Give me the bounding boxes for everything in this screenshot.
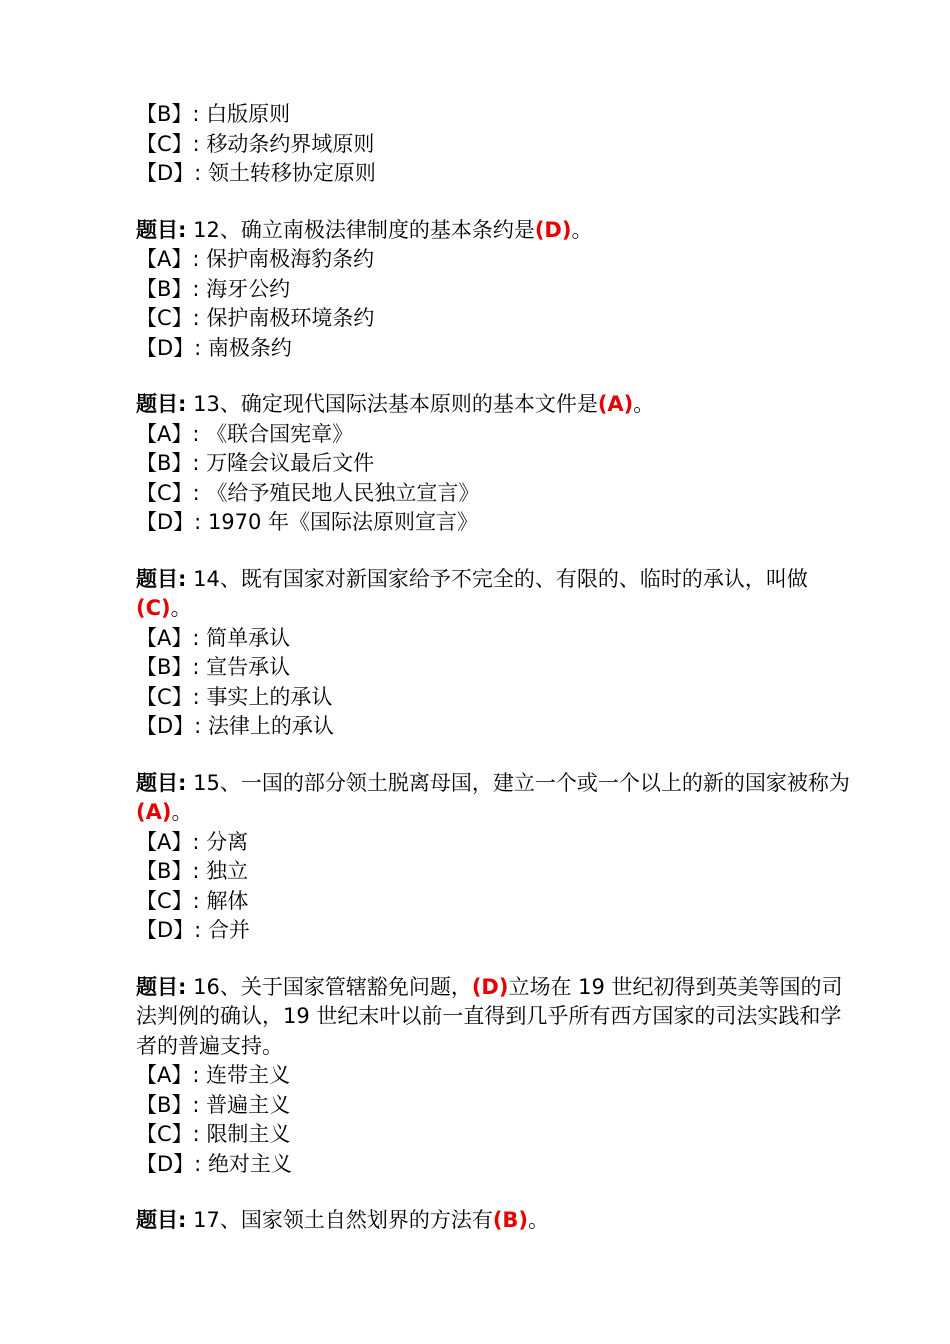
option-key: 【B】: xyxy=(136,451,200,475)
option-line xyxy=(136,1120,861,1150)
option-key: 【C】: xyxy=(136,131,200,156)
question-text: 13、确定现代国际法基本原则的基本文件是 xyxy=(193,392,598,416)
question-label: 题目: xyxy=(136,1208,187,1232)
answer-marker: (A) xyxy=(597,392,634,416)
option-key: 【D】: xyxy=(136,335,202,360)
question-text: 17、国家领土自然划界的方法有 xyxy=(193,1208,493,1232)
option-text: 连带主义 xyxy=(206,1063,291,1087)
option-text: 简单承认 xyxy=(206,625,291,650)
question-stem xyxy=(136,390,861,420)
question-tail: 。 xyxy=(633,392,655,416)
answer-marker: (C) xyxy=(136,596,171,620)
question-text: 15、一国的部分领土脱离母国，建立一个或一个以上的新的国家被称为 xyxy=(193,770,850,795)
question-stem xyxy=(136,565,861,624)
option-key: 【C】: xyxy=(136,1122,200,1146)
option-key: 【C】: xyxy=(136,480,200,505)
option-text: 《联合国宪章》 xyxy=(206,421,354,446)
option-text: 海牙公约 xyxy=(206,276,291,301)
option-text: 法律上的承认 xyxy=(207,714,334,738)
option-line xyxy=(136,100,861,130)
question-15 xyxy=(136,769,861,946)
option-line xyxy=(136,624,861,654)
option-line xyxy=(136,508,861,538)
option-line xyxy=(136,130,861,160)
answer-marker: (B) xyxy=(492,1208,529,1232)
option-text: 绝对主义 xyxy=(207,1151,292,1176)
option-text: 普遍主义 xyxy=(206,1092,291,1117)
option-line xyxy=(136,479,861,509)
option-line xyxy=(136,275,861,305)
answer-marker: (A) xyxy=(136,800,172,824)
answer-marker: (D) xyxy=(471,974,509,999)
option-text: 解体 xyxy=(206,888,249,913)
option-line xyxy=(136,1150,861,1180)
option-key: 【C】: xyxy=(136,888,200,913)
option-text: 事实上的承认 xyxy=(206,684,333,709)
question-14 xyxy=(136,565,861,742)
option-text: 合并 xyxy=(207,918,250,942)
question-label: 题目: xyxy=(136,217,187,242)
question-stem xyxy=(136,1206,861,1236)
option-key: 【B】: xyxy=(136,859,200,883)
answer-marker: (D) xyxy=(534,217,572,242)
option-line xyxy=(136,449,861,479)
option-line xyxy=(136,420,861,450)
option-text: 独立 xyxy=(206,859,249,883)
option-line xyxy=(136,159,861,189)
question-text: 12、确立南极法律制度的基本条约是 xyxy=(193,217,535,242)
question-13 xyxy=(136,390,861,538)
option-text: 南极条约 xyxy=(207,335,292,360)
question-12 xyxy=(136,216,861,364)
question-label: 题目: xyxy=(136,770,187,795)
option-key: 【D】: xyxy=(136,161,202,185)
option-line xyxy=(136,334,861,364)
option-line xyxy=(136,916,861,946)
option-key: 【D】: xyxy=(136,510,202,534)
question-label: 题目: xyxy=(136,566,187,591)
option-line xyxy=(136,1061,861,1091)
document-page xyxy=(136,100,861,1236)
option-line xyxy=(136,712,861,742)
option-line xyxy=(136,828,861,858)
question-tail: 。 xyxy=(571,217,593,242)
option-line xyxy=(136,857,861,887)
question-17 xyxy=(136,1206,861,1236)
option-text: 宣告承认 xyxy=(206,655,291,679)
option-key: 【A】: xyxy=(136,829,200,854)
option-line xyxy=(136,653,861,683)
option-key: 【B】: xyxy=(136,1092,200,1117)
option-text: 限制主义 xyxy=(206,1122,291,1146)
option-key: 【A】: xyxy=(136,625,200,650)
option-line xyxy=(136,304,861,334)
question-text: 16、关于国家管辖豁免问题， xyxy=(193,974,472,999)
option-key: 【A】: xyxy=(136,1063,200,1087)
option-text: 万隆会议最后文件 xyxy=(206,451,375,475)
option-key: 【C】: xyxy=(136,684,200,709)
option-key: 【A】: xyxy=(136,421,200,446)
question-tail: 立场在 19 世纪初得到英美等国的司法判例的确认，19 世纪末叶以前一直得到几乎所有西方国家的司法实践和学者的普遍支持。 xyxy=(136,974,843,1058)
option-key: 【C】: xyxy=(136,306,200,330)
option-key: 【B】: xyxy=(136,102,200,126)
question-stem xyxy=(136,973,861,1062)
option-text: 保护南极海豹条约 xyxy=(206,247,375,271)
option-text: 白版原则 xyxy=(206,102,291,126)
option-line xyxy=(136,683,861,713)
option-key: 【A】: xyxy=(136,247,200,271)
option-text: 领土转移协定原则 xyxy=(207,161,376,185)
option-text: 移动条约界域原则 xyxy=(206,131,375,156)
question-stem xyxy=(136,769,861,828)
question-label: 题目: xyxy=(136,974,187,999)
option-key: 【D】: xyxy=(136,714,202,738)
question-text: 14、既有国家对新国家给予不完全的、有限的、临时的承认，叫做 xyxy=(193,566,808,591)
option-text: 分离 xyxy=(206,829,249,854)
option-key: 【D】: xyxy=(136,918,202,942)
option-key: 【B】: xyxy=(136,276,200,301)
option-line xyxy=(136,245,861,275)
question-tail: 。 xyxy=(170,596,192,620)
question-16 xyxy=(136,973,861,1180)
question-tail: 。 xyxy=(171,800,193,824)
question-label: 题目: xyxy=(136,392,187,416)
option-line xyxy=(136,887,861,917)
option-line xyxy=(136,1091,861,1121)
option-text: 《给予殖民地人民独立宣言》 xyxy=(206,480,480,505)
option-key: 【B】: xyxy=(136,655,200,679)
option-text: 保护南极环境条约 xyxy=(206,306,375,330)
option-key: 【D】: xyxy=(136,1151,202,1176)
question-stem xyxy=(136,216,861,246)
option-text: 1970 年《国际法原则宣言》 xyxy=(207,510,479,534)
question-tail: 。 xyxy=(528,1208,550,1232)
